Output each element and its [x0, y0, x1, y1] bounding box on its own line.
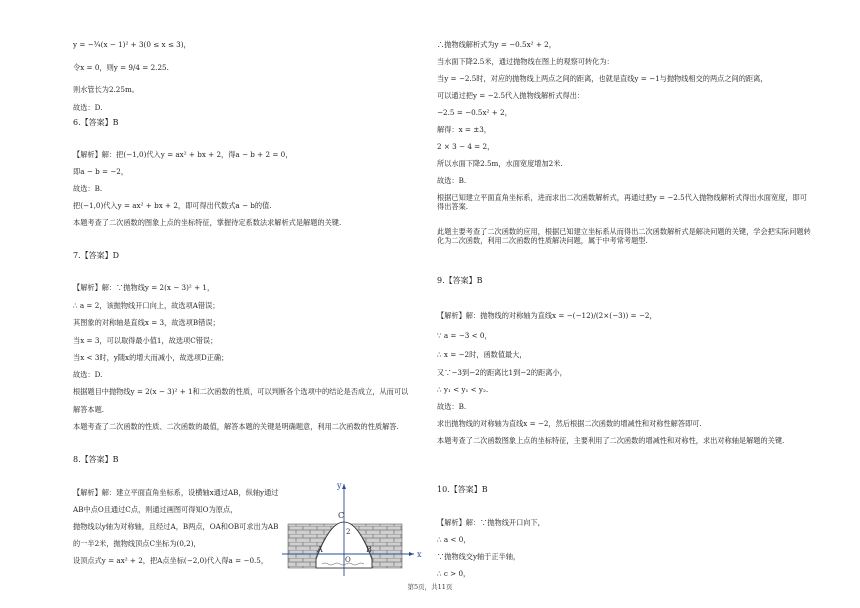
point-a-label: A: [317, 545, 323, 554]
left-text-line: 当x < 3时，y随x的增大而减小，故选项D正确；: [73, 353, 229, 362]
height-label: 2: [346, 528, 351, 536]
left-text-line: 故选：D.: [73, 370, 103, 379]
origin-label: O: [345, 556, 351, 564]
right-text-line: 可以通过把y = −2.5代入抛物线解析式得出：: [437, 91, 585, 100]
left-text-line: 6.【答案】B: [73, 118, 119, 127]
right-text-line: 本题考查了二次函数图象上点的坐标特征，主要利用了二次函数的增减性和对称性，求出对称轴是解题的关键.: [437, 436, 785, 445]
right-text-line: 求出抛物线的对称轴为直线x = −2，然后根据二次函数的增减性和对称性解答即可.: [437, 419, 702, 428]
left-text-line: 其图象的对称轴是直线x = 3，故选项B错误；: [73, 318, 220, 327]
point-b-label: B: [366, 545, 372, 554]
right-text-line: ∵抛物线交y轴于正半轴，: [437, 552, 521, 561]
right-text-line: 【解析】解：抛物线的对称轴为直线x = −(−12)/(2×(−3)) = −2，: [437, 311, 657, 320]
right-text-line: ∴ x = −2时，函数值最大，: [437, 350, 527, 359]
left-text-line: 则水管长为2.25m。: [73, 85, 139, 94]
y-axis-label: y: [337, 481, 342, 490]
x-axis-label: x: [417, 550, 422, 559]
left-text-line: 设顶点式y = ax² + 2，把A点坐标(−2,0)代入得a = −0.5，: [73, 556, 269, 565]
right-text-line: 解得：x = ±3，: [437, 125, 491, 134]
left-text-line: ∴ a = 2，该抛物线开口向上，故选项A错误；: [73, 301, 220, 310]
arch-bridge-figure: [282, 478, 422, 578]
right-text-line: 10.【答案】B: [437, 485, 488, 494]
right-text-line: ∴ y₁ < y₁ < y₂.: [437, 385, 489, 394]
right-text-line: ∴ c > 0，: [437, 569, 471, 578]
left-text-line: 7.【答案】D: [73, 251, 120, 260]
left-text-line: 故选：D.: [73, 103, 103, 112]
left-text-line: 【解析】解：∵抛物线y = 2(x − 3)² + 1，: [73, 283, 215, 292]
right-text-line: 此题主要考查了二次函数的应用，根据已知建立坐标系从而得出二次函数解析式是解决问题的关键，学会把实际问题转化为二次函数，利用二次函数的性质解决问题，属于中考常考题型.: [437, 227, 811, 245]
right-text-line: 故选：B.: [437, 402, 467, 411]
left-text-line: 本题考查了二次函数的性质、二次函数的最值，解答本题的关键是明确题意，利用二次函数的性质解答.: [73, 422, 399, 431]
left-text-line: 【解析】解：建立平面直角坐标系，设横轴x通过AB，纵轴y通过: [73, 488, 279, 497]
left-text-line: 本题考查了二次函数的图象上点的坐标特征，掌握待定系数法求解析式是解题的关键.: [73, 218, 342, 227]
right-text-line: 又∵−3到−2的距离比1到−2的距离小，: [437, 368, 567, 377]
left-text-line: 把(−1,0)代入y = ax² + bx + 2，即可得出代数式a − b的值.: [73, 201, 272, 210]
right-text-line: 9.【答案】B: [437, 276, 483, 285]
point-c-label: C: [338, 511, 345, 520]
left-text-line: 抛物线以y轴为对称轴，且经过A，B两点，OA和OB可求出为AB: [73, 522, 279, 531]
right-text-line: 故选：B.: [437, 176, 467, 185]
right-text-line: ∵ a = −3 < 0，: [437, 331, 492, 340]
left-text-line: 当x = 3，可以取得最小值1，故选项C错误；: [73, 336, 218, 345]
left-text-line: 令x = 0，则y = 9/4 = 2.25.: [73, 63, 169, 72]
right-text-line: −2.5 = −0.5x² + 2，: [437, 108, 512, 117]
right-text-line: 当水面下降2.5米，通过抛物线在图上的观察可转化为：: [437, 57, 614, 66]
left-text-line: 8.【答案】B: [73, 455, 119, 464]
right-text-line: 2 × 3 − 4 = 2，: [437, 142, 495, 151]
left-text-line: 解答本题.: [73, 405, 105, 414]
right-text-line: ∴抛物线解析式为y = −0.5x² + 2，: [437, 40, 556, 49]
right-text-line: 当y = −2.5时，对应的抛物线上两点之间的距离，也就是直线y = −1与抛物线相交的两点之间的距离，: [437, 74, 768, 83]
page-footer: 第5页，共11页: [407, 583, 453, 591]
right-text-line: ∴ a < 0，: [437, 535, 471, 544]
left-text-line: y = −¾(x − 1)² + 3(0 ≤ x ≤ 3)，: [73, 40, 191, 49]
left-text-line: AB中点O且通过C点，则通过画图可得知O为原点，: [73, 505, 238, 514]
left-text-line: 【解析】解：把(−1,0)代入y = ax² + bx + 2，得a − b + 2 = 0，: [73, 150, 293, 159]
left-text-line: 的一半2米，抛物线顶点C坐标为(0,2)，: [73, 539, 201, 548]
left-text-line: 故选：B.: [73, 184, 103, 193]
right-text-line: 所以水面下降2.5m，水面宽度增加2米.: [437, 159, 563, 168]
left-text-line: 根据题目中抛物线y = 2(x − 3)² + 1和二次函数的性质，可以判断各个选项中的结论是否成立，从而可以: [73, 387, 409, 396]
right-text-line: 根据已知建立平面直角坐标系，进而求出二次函数解析式，再通过把y = −2.5代入抛物线解析式得出水面宽度，即可得出答案.: [437, 193, 807, 211]
right-text-line: 【解析】解：∵抛物线开口向下，: [437, 518, 545, 527]
left-text-line: 即a − b = −2，: [73, 167, 129, 176]
